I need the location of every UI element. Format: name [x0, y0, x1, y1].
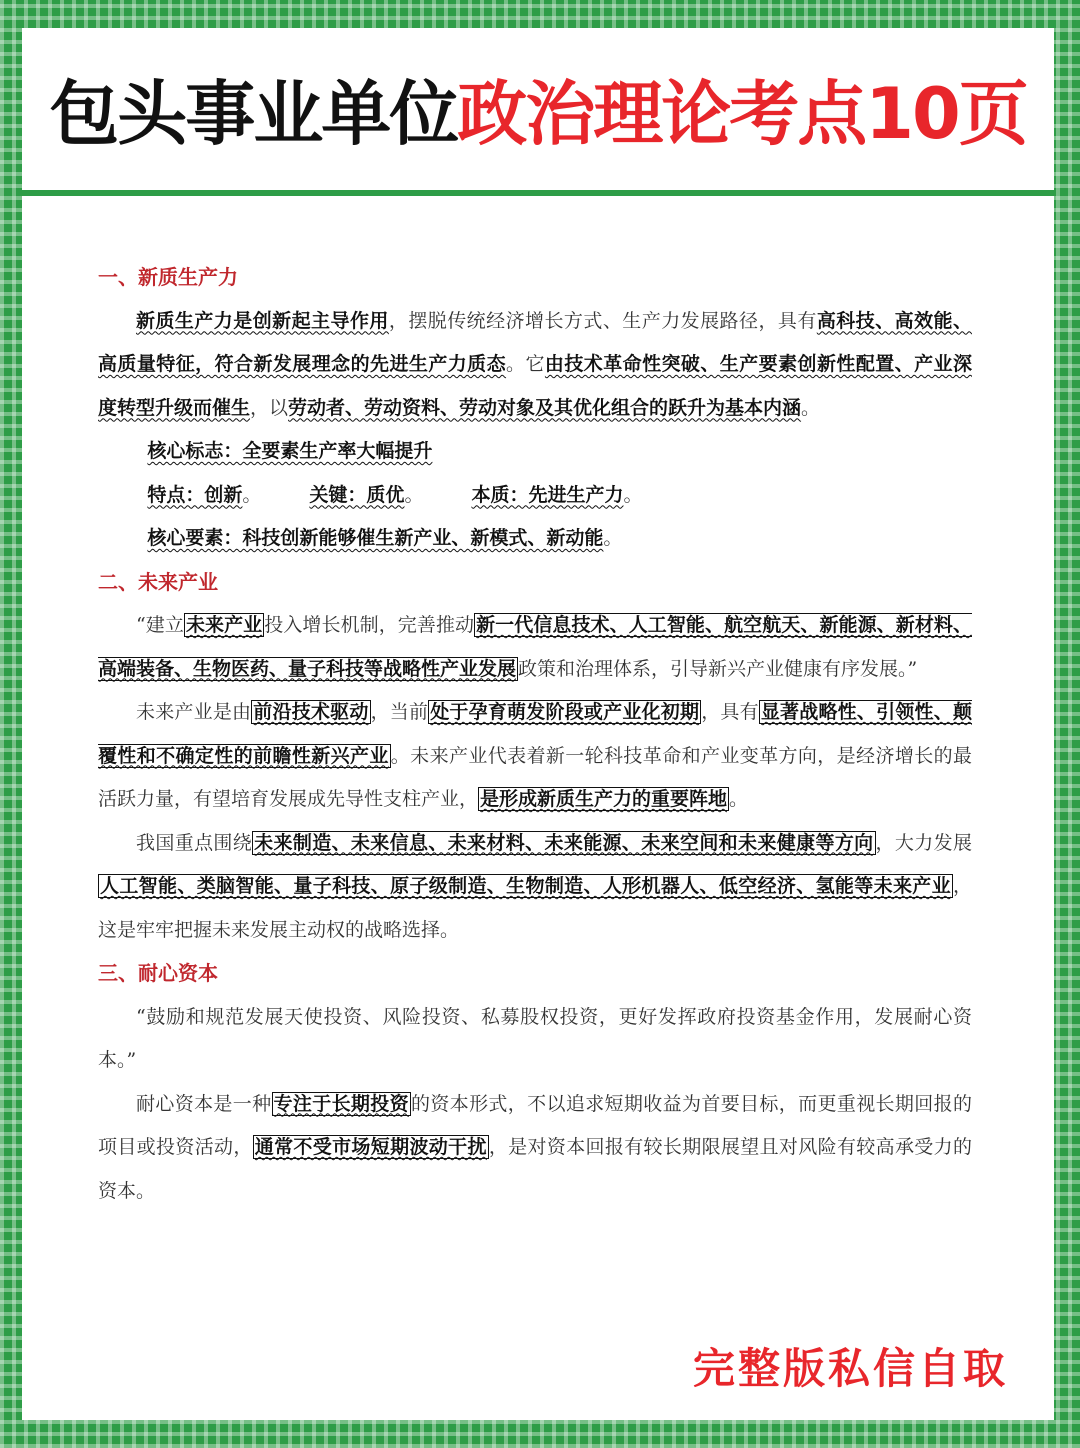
emphasis-text: 新质生产力是创新起主导作用	[136, 309, 389, 332]
core-elements-line	[98, 517, 972, 561]
body-text: ，以	[250, 396, 289, 419]
emphasis-text: 劳动者、劳动资料、劳动对象及其优化组合的跃升为基本内涵	[288, 396, 802, 419]
body-text: “鼓励和规范发展天使投资、风险投资、私募股权投资，更好发挥政府投资基金作用，发展耐心资本。”	[98, 1005, 972, 1071]
section-2-quote	[98, 604, 972, 691]
body-text: 。未来产业代表着新一轮科技革命和产业变革方向，是经济增长的最活跃力量，有望培育发展成先导性支柱产业，	[98, 744, 972, 810]
boxed-text: 新一代信息技术、人工智能、航空航天、新能源、新材料、高端装备、生物医药、量子科技等战略性产业发展	[98, 614, 972, 680]
emphasis-text: 由技术革命性突破、生产要素创新性配置、产业深度转型升级而催生	[98, 353, 972, 419]
body-text: ，具有	[701, 701, 759, 723]
body-text: 。	[729, 788, 749, 810]
body-text: ，摆脱传统经济增长方式、生产力发展路径，具有	[388, 309, 817, 332]
boxed-text: 通常不受市场短期波动干扰	[254, 1136, 487, 1158]
emphasis-text: 高科技、高效能、高质量特征，符合新发展理念的先进生产力质态	[98, 309, 972, 375]
section-heading-1: 一、新质生产力	[98, 265, 238, 289]
section-2-focus-paragraph	[98, 822, 972, 953]
section-1-paragraph	[98, 300, 972, 431]
emphasis-text: 本质：先进生产力	[471, 483, 624, 506]
page-title	[22, 28, 1054, 188]
body-text: 。	[623, 483, 643, 506]
body-text: 投入增长机制，完善推动	[264, 614, 475, 636]
body-text: ，是对资本回报有较长期限展望且对风险有较高承受力的资本。	[98, 1136, 972, 1202]
body-text: 未来产业是由	[136, 701, 252, 723]
emphasis-text: 核心标志：全要素生产率大幅提升	[147, 440, 433, 462]
body-text: ，这是牢牢把握未来发展主动权的战略选择。	[98, 875, 972, 941]
cta-text: 完整版私信自取	[692, 1344, 1008, 1393]
title-red-part: 政治理论考点10页	[457, 72, 1027, 155]
body-text: “建立	[136, 614, 184, 636]
emphasis-text: 关键：质优	[309, 483, 405, 506]
body-text: 耐心资本是一种	[136, 1092, 272, 1115]
boxed-text: 处于孕育萌发阶段或产业化初期	[430, 701, 700, 723]
page-card	[22, 28, 1054, 1420]
boxed-text: 专注于长期投资	[273, 1092, 409, 1115]
body-text: 。	[603, 527, 623, 549]
boxed-text: 显著战略性、引领性、颠覆性和不确定性的前瞻性新兴产业	[98, 701, 972, 767]
section-heading-2: 二、未来产业	[98, 569, 218, 594]
section-3-quote	[98, 996, 972, 1083]
document-body	[98, 256, 972, 1213]
body-text: ，当前	[370, 701, 429, 723]
body-text: ，大力发展	[875, 831, 972, 854]
body-text: 的资本形式，不以追求短期收益为首要目标，而更重视长期回报的项目或投资活动，	[98, 1092, 972, 1158]
boxed-text: 未来产业	[185, 614, 263, 636]
boxed-text: 前沿技术驱动	[253, 701, 369, 723]
title-divider	[22, 190, 1054, 196]
section-heading-3: 三、耐心资本	[98, 961, 218, 985]
boxed-text: 是形成新质生产力的重要阵地	[480, 788, 728, 810]
core-marker-line	[98, 430, 972, 474]
emphasis-text: 特点：创新	[147, 483, 243, 506]
body-text: 。	[404, 483, 424, 506]
body-text: 。	[801, 396, 821, 419]
title-black-part: 包头事业单位	[49, 72, 458, 155]
body-text: 政策和治理体系，引导新兴产业健康有序发展。”	[518, 657, 918, 680]
section-3-paragraph	[98, 1083, 972, 1214]
body-text: 。	[242, 483, 262, 506]
boxed-text: 未来制造、未来信息、未来材料、未来能源、未来空间和未来健康等方向	[254, 831, 874, 854]
traits-line	[98, 474, 972, 518]
boxed-text: 人工智能、类脑智能、量子科技、原子级制造、生物制造、人形机器人、低空经济、氢能等未来产业	[100, 875, 951, 897]
body-text: 我国重点围绕	[136, 831, 253, 854]
emphasis-text: 核心要素：科技创新能够催生新产业、新模式、新动能	[147, 527, 604, 549]
body-text: 。它	[506, 353, 545, 375]
section-2-paragraph	[98, 691, 972, 822]
